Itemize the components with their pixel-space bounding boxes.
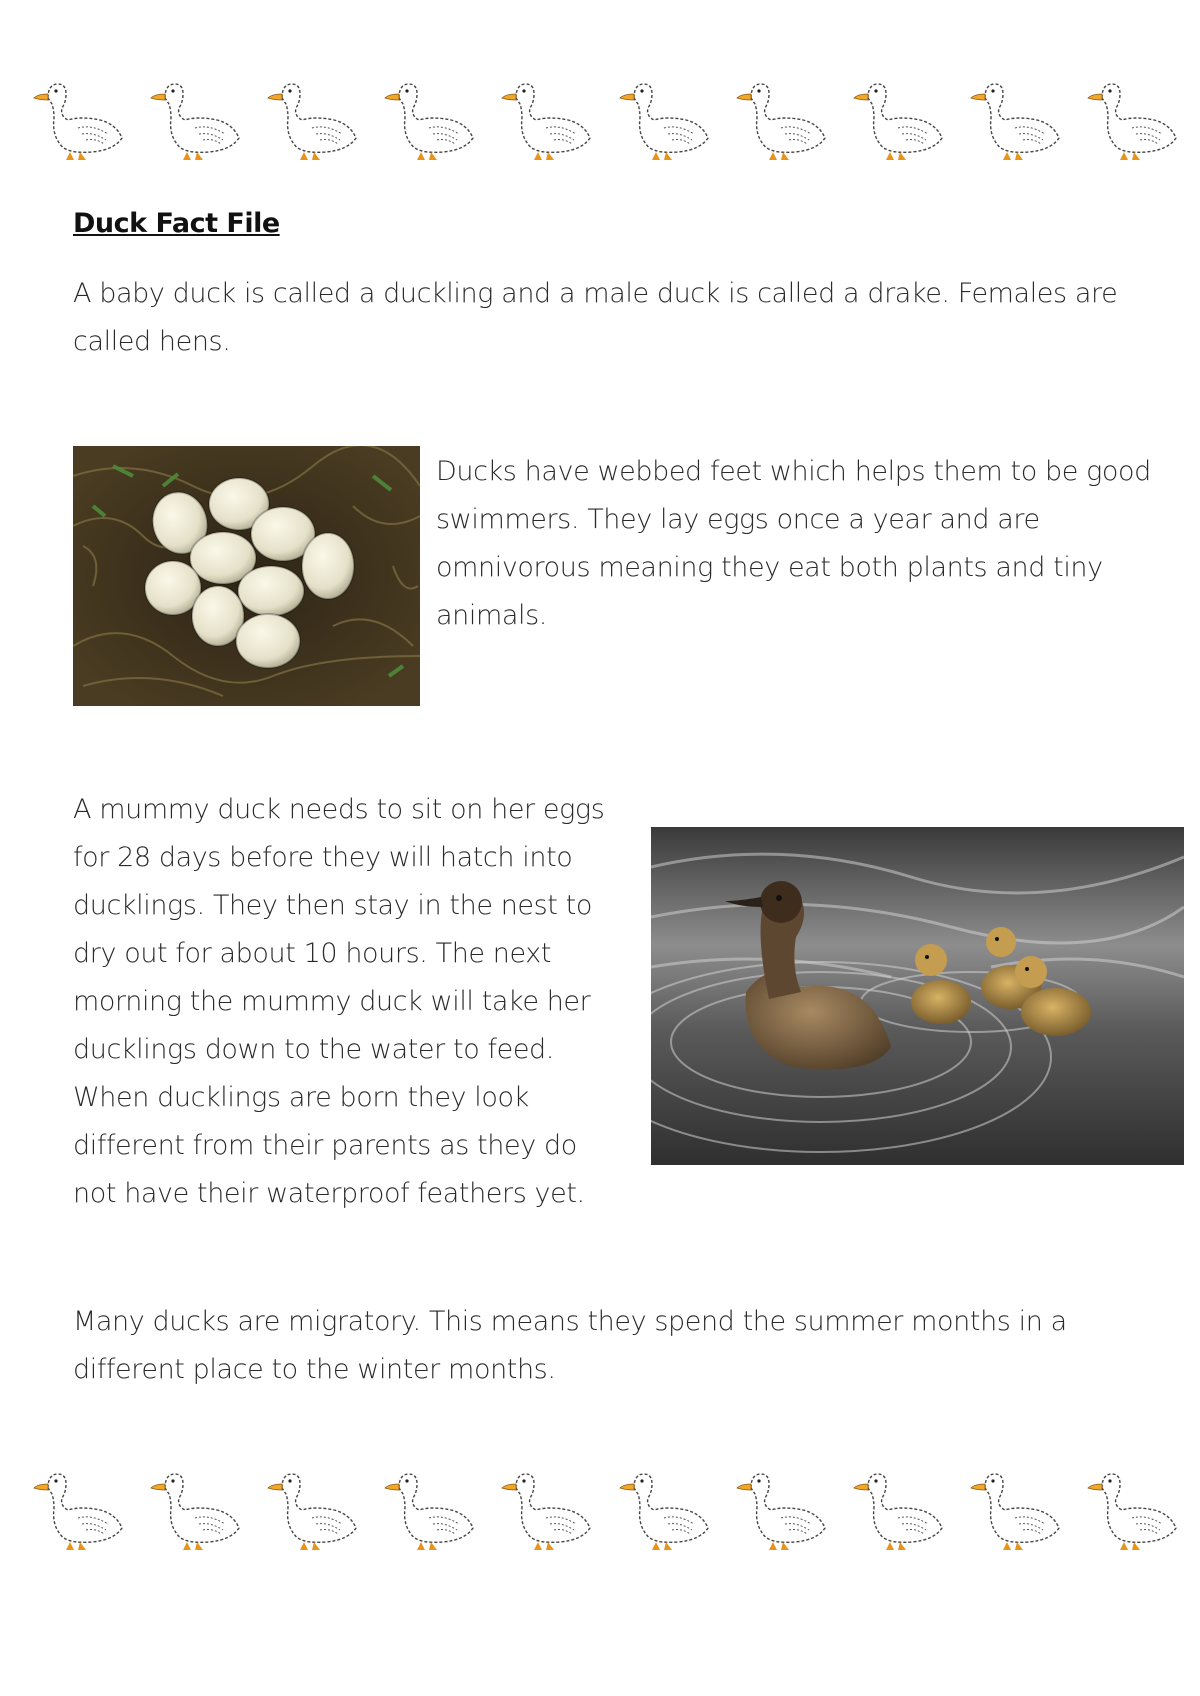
- duck-clipart-icon: [264, 1466, 360, 1562]
- duck-clipart-icon: [30, 76, 126, 172]
- duck-clipart-icon: [850, 1466, 946, 1562]
- duck-clipart-icon: [967, 1466, 1063, 1562]
- bottom-duck-border: [30, 1466, 1180, 1562]
- paragraph-hatching-text: A mummy duck needs to sit on her eggs for 28 days before they will hatch into ducklings. They then stay in the nest to dry out for about 10 hours. The next morning the mummy duck will take her ducklings down to the water to feed. When ducklings are born they look different from their parents as they do not have their waterproof feathers yet.: [73, 794, 605, 1209]
- duck-clipart-icon: [967, 76, 1063, 172]
- duck-clipart-icon: [850, 76, 946, 172]
- duck-clipart-icon: [147, 1466, 243, 1562]
- duck-clipart-icon: [147, 76, 243, 172]
- duck-clipart-icon: [381, 1466, 477, 1562]
- page-title: Duck Fact File: [73, 208, 280, 239]
- duck-clipart-icon: [733, 76, 829, 172]
- ducks-photo: [651, 827, 1184, 1165]
- duck-clipart-icon: [733, 1466, 829, 1562]
- paragraph-names: A baby duck is called a duckling and a male duck is called a drake. Females are called hens.: [73, 278, 1118, 357]
- duck-clipart-icon: [264, 76, 360, 172]
- paragraph-webbed-feet: Ducks have webbed feet which helps them to be good swimmers. They lay eggs once a year and are omnivorous meaning they eat both plants and tiny animals.: [436, 456, 1151, 631]
- duck-clipart-icon: [381, 76, 477, 172]
- eggs-photo: [73, 446, 420, 706]
- duck-clipart-icon: [498, 76, 594, 172]
- duck-clipart-icon: [1084, 76, 1180, 172]
- duck-clipart-icon: [616, 76, 712, 172]
- top-duck-border: [30, 76, 1180, 172]
- duck-clipart-icon: [30, 1466, 126, 1562]
- duck-clipart-icon: [498, 1466, 594, 1562]
- duck-clipart-icon: [616, 1466, 712, 1562]
- duck-clipart-icon: [1084, 1466, 1180, 1562]
- paragraph-migratory: Many ducks are migratory. This means they spend the summer months in a different place to the winter months.: [73, 1306, 1067, 1385]
